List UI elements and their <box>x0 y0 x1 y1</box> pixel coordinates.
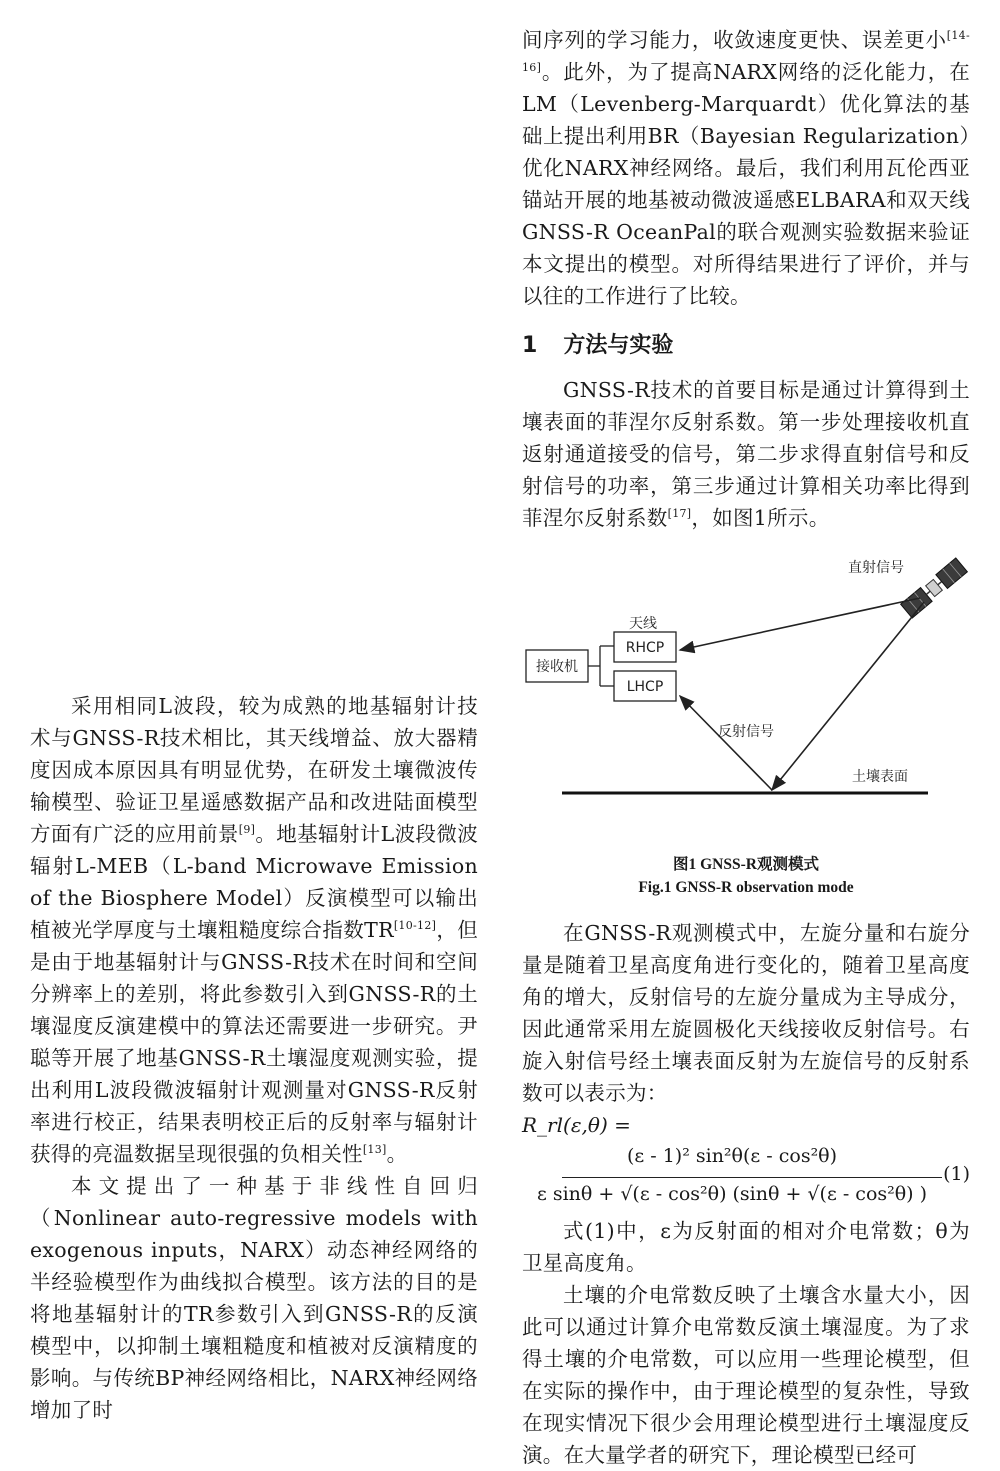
caption-en: Fig.1 GNSS-R observation mode <box>638 879 854 896</box>
lhcp-label: LHCP <box>626 679 664 695</box>
section-number: 1 <box>522 333 538 358</box>
paragraph-eq-explanation: 式(1)中，ε为反射面的相对介电常数；θ为卫星高度角。 <box>522 1219 970 1275</box>
citation: [14-16] <box>522 29 970 74</box>
figure-caption <box>522 853 970 899</box>
equation-denominator: ε sinθ + √(ε - cos²θ) (sinθ + √(ε - cos²θ) ) <box>536 1183 928 1205</box>
satellite-icon <box>901 558 968 618</box>
text-segment: ，如图1所示。 <box>691 506 830 530</box>
caption-cn: 图1 GNSS-R观测模式 <box>673 856 819 873</box>
citation: [9] <box>238 823 256 836</box>
equation-lhs: R_rl(ε,θ) = <box>522 1113 631 1137</box>
figure-gnssr-observation <box>522 552 970 847</box>
paragraph-narx: 本文提出了一种基于非线性自回归（Nonlinear auto-regressive models with exogenous inputs，NARX）动态神经网络的半经验模型作为曲线拟合模型。该方法的目的是将地基辐射计的TR参数引入到GNSS-R的反演模型中，以抑制土壤粗糙度和植被对反演精度的影响。与传统BP神经网络相比，NARX神经网络增加了时 <box>30 1174 478 1422</box>
paragraph-dielectric: 土壤的介电常数反映了土壤含水量大小，因此可以通过计算介电常数反演土壤湿度。为了求得土壤的介电常数，可以应用一些理论模型，但在实际的操作中，由于理论模型的复杂性，导致在现实情况下很少会用理论模型进行土壤湿度反演。在大量学者的研究下，理论模型已经可 <box>522 1283 970 1467</box>
equation-number: (1) <box>943 1163 970 1185</box>
section-title: 方法与实验 <box>563 333 674 358</box>
text-segment: ，但是由于地基辐射计与GNSS-R技术在时间和空间分辨率上的差别，将此参数引入到GNSS-R的土壤湿度反演建模中的算法还需要进一步研究。尹聪等开展了地基GNSS-R土壤湿度观测实验，提出利用L波段微波辐射计观测量对GNSS-R反射率进行校正，结果表明校正后的反射率与辐射计获得的亮温数据呈现很强的负相关性 <box>30 918 478 1166</box>
equation-numerator: (ε - 1)² sin²θ(ε - cos²θ) <box>626 1145 838 1167</box>
direct-signal-arrow <box>680 598 920 650</box>
citation: [10-12] <box>393 919 437 932</box>
citation: [13] <box>362 1143 387 1156</box>
incident-signal-arrow <box>772 602 924 790</box>
paragraph-gnssr-goal <box>522 374 970 534</box>
equation-1 <box>522 1141 970 1215</box>
antenna-label: 天线 <box>629 616 657 632</box>
text-segment: 。此外，为了提高NARX网络的泛化能力，在LM（Levenberg-Marquardt）优化算法的基础上提出利用BR（Bayesian Regularization）优化NARX神经网络。最后，我们利用瓦伦西亚锚站开展的地基被动微波遥感ELBARA和双天线GNSS-R OceanPal的联合观测实验数据来验证本文提出的模型。对所得结果进行了评价，并与以往的工作进行了比较。 <box>522 60 970 308</box>
rhcp-label: RHCP <box>625 640 665 656</box>
left-column <box>30 690 478 1426</box>
reflected-signal-arrow <box>680 696 772 790</box>
observation-diagram <box>522 552 970 847</box>
right-column <box>522 24 970 1471</box>
receiver-label: 接收机 <box>536 659 578 675</box>
paragraph-observation-mode: 在GNSS-R观测模式中，左旋分量和右旋分量是随着卫星高度角进行变化的，随着卫星高度角的增大，反射信号的左旋分量成为主导成分，因此通常采用左旋圆极化天线接收反射信号。右旋入射信号经土壤表面反射为左旋信号的反射系数可以表示为： <box>522 921 970 1105</box>
section-heading <box>522 330 970 362</box>
text-segment: 。地基辐射计L波段微波辐射L-MEB（L-band Microwave Emission of the Biosphere Model）反演模型可以输出植被光学厚度与土壤粗糙度综合指数TR <box>30 822 478 942</box>
citation: [17] <box>667 507 692 520</box>
text-segment: 采用相同L波段，较为成熟的地基辐射计技术与GNSS-R技术相比，其天线增益、放大器精度因成本原因具有明显优势，在研发土壤微波传输模型、验证卫星遥感数据产品和改进陆面模型方面有广泛的应用前景 <box>30 694 478 846</box>
paragraph-radiometer <box>30 690 478 1170</box>
text-segment: 间序列的学习能力，收敛速度更快、误差更小 <box>522 28 947 52</box>
text-segment: 。 <box>386 1142 408 1166</box>
paragraph-continued <box>522 24 970 312</box>
fraction-bar <box>562 1177 942 1178</box>
direct-signal-label: 直射信号 <box>848 560 904 576</box>
text-segment: GNSS-R技术的首要目标是通过计算得到土壤表面的菲涅尔反射系数。第一步处理接收机直返射通道接受的信号，第二步求得直射信号和反射信号的功率，第三步通过计算相关功率比得到菲涅尔反射系数 <box>522 378 970 530</box>
soil-surface-label: 土壤表面 <box>852 769 908 785</box>
reflected-signal-label: 反射信号 <box>718 724 774 740</box>
